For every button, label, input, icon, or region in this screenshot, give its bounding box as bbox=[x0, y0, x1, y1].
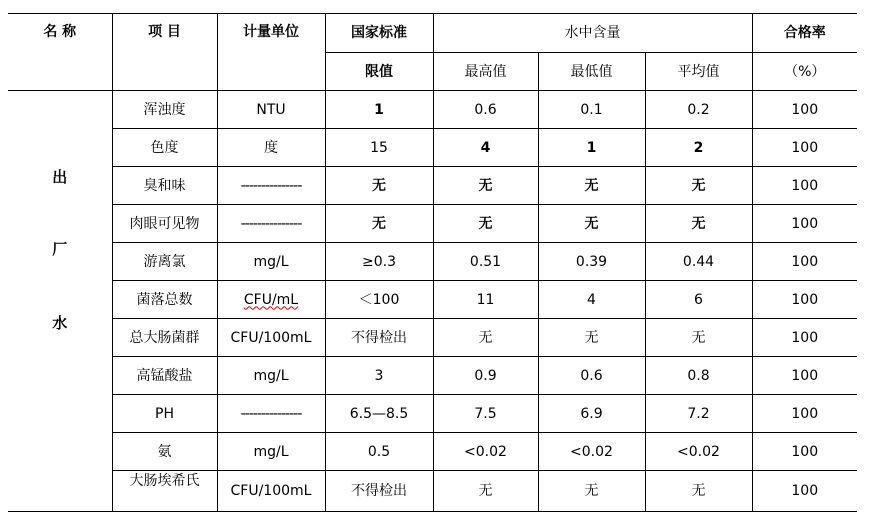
side-label-char: 水 bbox=[52, 314, 68, 332]
max-cell: 无 bbox=[433, 471, 538, 512]
avg-cell: 无 bbox=[645, 471, 752, 512]
min-cell: 0.39 bbox=[538, 243, 645, 281]
rate-cell: 100 bbox=[752, 395, 857, 433]
item-cell: PH bbox=[112, 395, 217, 433]
min-cell: 无 bbox=[538, 319, 645, 357]
rate-cell: 100 bbox=[752, 243, 857, 281]
unit-cell: mg/L bbox=[217, 243, 325, 281]
item-cell: 臭和味 bbox=[112, 167, 217, 205]
avg-cell: 0.44 bbox=[645, 243, 752, 281]
header-min: 最低值 bbox=[538, 53, 645, 91]
unit-cell: --------------- bbox=[217, 167, 325, 205]
min-cell: 无 bbox=[538, 205, 645, 243]
rate-cell: 100 bbox=[752, 205, 857, 243]
limit-cell: 3 bbox=[325, 357, 433, 395]
header-max: 最高值 bbox=[433, 53, 538, 91]
max-cell: 7.5 bbox=[433, 395, 538, 433]
min-cell: <0.02 bbox=[538, 433, 645, 471]
header-row-1 bbox=[8, 14, 857, 53]
table-row bbox=[8, 281, 857, 319]
item-cell: 大肠埃希氏 bbox=[112, 471, 217, 512]
header-unit: 计量单位 bbox=[217, 14, 325, 91]
avg-cell: <0.02 bbox=[645, 433, 752, 471]
table-row bbox=[8, 433, 857, 471]
unit-cell: mg/L bbox=[217, 433, 325, 471]
item-cell: 高锰酸盐 bbox=[112, 357, 217, 395]
table-row bbox=[8, 319, 857, 357]
header-avg: 平均值 bbox=[645, 53, 752, 91]
max-cell: 4 bbox=[433, 129, 538, 167]
max-cell: 无 bbox=[433, 205, 538, 243]
min-cell: 1 bbox=[538, 129, 645, 167]
unit-cell: CFU/100mL bbox=[217, 319, 325, 357]
side-label-cell bbox=[8, 91, 112, 512]
limit-cell: 无 bbox=[325, 205, 433, 243]
limit-cell: 6.5—8.5 bbox=[325, 395, 433, 433]
limit-cell: 0.5 bbox=[325, 433, 433, 471]
avg-cell: 无 bbox=[645, 205, 752, 243]
min-cell: 0.1 bbox=[538, 91, 645, 129]
unit-cell: 度 bbox=[217, 129, 325, 167]
header-item: 项 目 bbox=[112, 14, 217, 91]
table-row bbox=[8, 205, 857, 243]
side-label-char: 出 bbox=[52, 168, 68, 186]
avg-cell: 7.2 bbox=[645, 395, 752, 433]
table-row bbox=[8, 395, 857, 433]
table-row bbox=[8, 243, 857, 281]
header-water-content: 水中含量 bbox=[433, 14, 752, 53]
limit-cell: 不得检出 bbox=[325, 319, 433, 357]
max-cell: <0.02 bbox=[433, 433, 538, 471]
max-cell: 11 bbox=[433, 281, 538, 319]
min-cell: 6.9 bbox=[538, 395, 645, 433]
item-cell: 菌落总数 bbox=[112, 281, 217, 319]
table-row bbox=[8, 167, 857, 205]
item-cell: 总大肠菌群 bbox=[112, 319, 217, 357]
rate-cell: 100 bbox=[752, 167, 857, 205]
avg-cell: 6 bbox=[645, 281, 752, 319]
unit-cell: NTU bbox=[217, 91, 325, 129]
max-cell: 无 bbox=[433, 319, 538, 357]
limit-cell: 无 bbox=[325, 167, 433, 205]
unit-cell: --------------- bbox=[217, 395, 325, 433]
item-cell: 肉眼可见物 bbox=[112, 205, 217, 243]
rate-cell: 100 bbox=[752, 319, 857, 357]
min-cell: 4 bbox=[538, 281, 645, 319]
min-cell: 无 bbox=[538, 167, 645, 205]
rate-cell: 100 bbox=[752, 433, 857, 471]
table-row bbox=[8, 357, 857, 395]
table-row bbox=[8, 129, 857, 167]
rate-cell: 100 bbox=[752, 471, 857, 512]
item-cell: 游离氯 bbox=[112, 243, 217, 281]
water-quality-table bbox=[8, 13, 857, 512]
limit-cell: 不得检出 bbox=[325, 471, 433, 512]
table-row bbox=[8, 471, 857, 512]
limit-cell: 1 bbox=[325, 91, 433, 129]
avg-cell: 2 bbox=[645, 129, 752, 167]
avg-cell: 无 bbox=[645, 167, 752, 205]
rate-cell: 100 bbox=[752, 357, 857, 395]
header-pass-rate-line1: 合格率 bbox=[752, 14, 857, 53]
header-name: 名 称 bbox=[8, 14, 112, 91]
max-cell: 0.51 bbox=[433, 243, 538, 281]
max-cell: 0.9 bbox=[433, 357, 538, 395]
item-cell: 色度 bbox=[112, 129, 217, 167]
header-standard-line1: 国家标准 bbox=[325, 14, 433, 53]
side-label-char: 厂 bbox=[52, 240, 68, 258]
rate-cell: 100 bbox=[752, 91, 857, 129]
rate-cell: 100 bbox=[752, 129, 857, 167]
max-cell: 0.6 bbox=[433, 91, 538, 129]
limit-cell: 15 bbox=[325, 129, 433, 167]
rate-cell: 100 bbox=[752, 281, 857, 319]
avg-cell: 0.2 bbox=[645, 91, 752, 129]
header-pass-rate-line2: （%） bbox=[752, 53, 857, 91]
min-cell: 无 bbox=[538, 471, 645, 512]
min-cell: 0.6 bbox=[538, 357, 645, 395]
unit-cell: --------------- bbox=[217, 205, 325, 243]
table-row bbox=[8, 91, 857, 129]
unit-cell: mg/L bbox=[217, 357, 325, 395]
avg-cell: 无 bbox=[645, 319, 752, 357]
unit-cell: CFU/mL bbox=[217, 281, 325, 319]
limit-cell: ≥0.3 bbox=[325, 243, 433, 281]
item-cell: 氨 bbox=[112, 433, 217, 471]
limit-cell: ＜100 bbox=[325, 281, 433, 319]
item-cell: 浑浊度 bbox=[112, 91, 217, 129]
header-standard-line2: 限值 bbox=[325, 53, 433, 91]
avg-cell: 0.8 bbox=[645, 357, 752, 395]
max-cell: 无 bbox=[433, 167, 538, 205]
unit-cell: CFU/100mL bbox=[217, 471, 325, 512]
